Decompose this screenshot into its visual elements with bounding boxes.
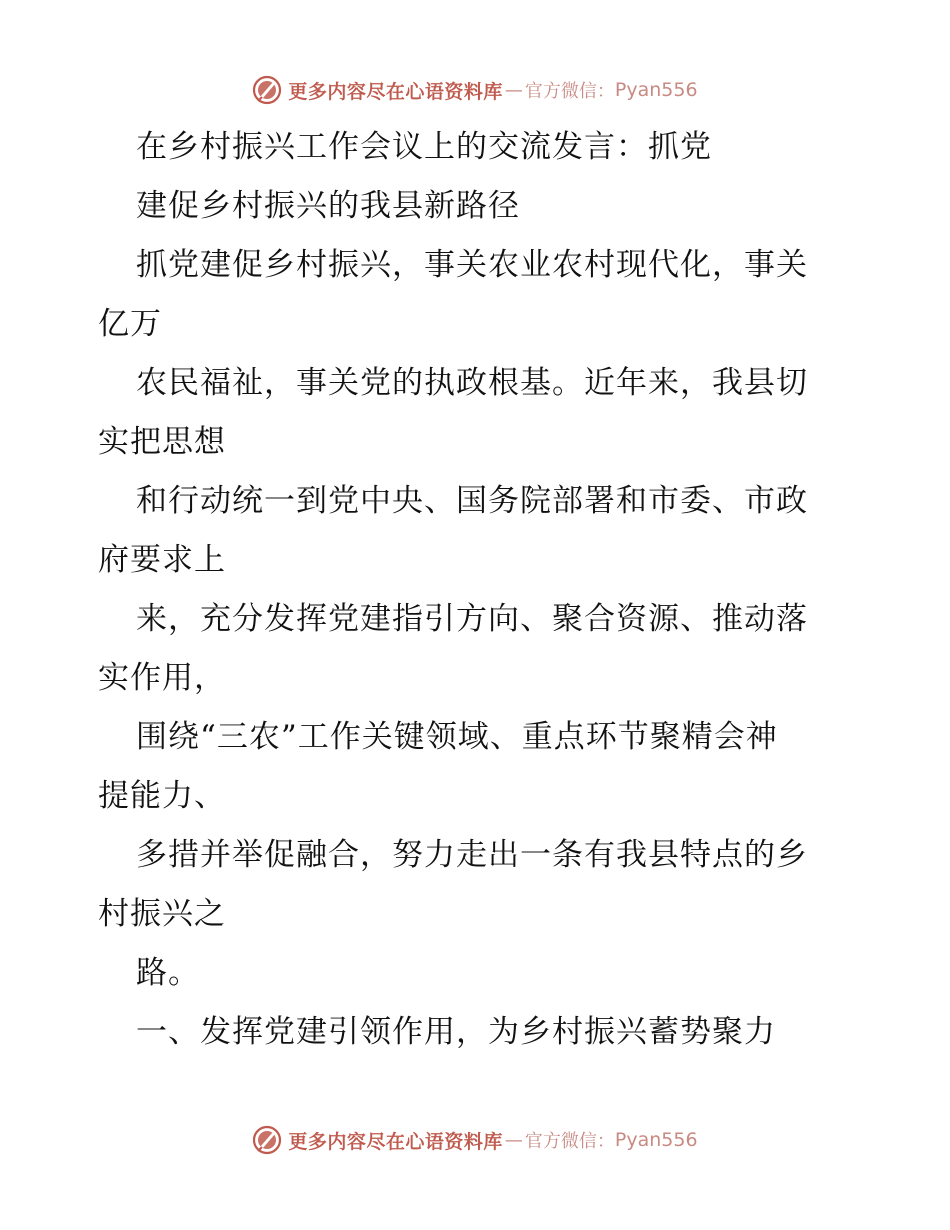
section-heading: 一、发挥党建引领作用，为乡村振兴蓄势聚力	[136, 1014, 776, 1050]
banner-wechat-id: Pyan556	[614, 1129, 698, 1151]
banner-wechat-label: 官方微信：	[524, 81, 615, 102]
paragraph-line: 围绕“三农”工作关键领域、重点环节聚精会神	[136, 719, 778, 755]
quill-logo-icon	[252, 75, 282, 105]
paragraph-line: 实作用，	[98, 660, 226, 696]
paragraph-line: 来，充分发挥党建指引方向、聚合资源、推动落	[136, 601, 808, 637]
banner-wechat-id: Pyan556	[614, 79, 698, 101]
footer-banner	[0, 1120, 950, 1160]
quill-logo-icon	[252, 1125, 282, 1155]
banner-wechat-label: 官方微信：	[524, 1131, 615, 1152]
paragraph-line: 路。	[136, 955, 200, 991]
document-title-line-1: 在乡村振兴工作会议上的交流发言：抓党	[136, 129, 712, 165]
banner-brand-text: 更多内容尽在心语资料库	[288, 1130, 503, 1153]
paragraph-line: 村振兴之	[98, 896, 226, 932]
paragraph-line: 和行动统一到党中央、国务院部署和市委、市政	[136, 483, 808, 519]
banner-dash: —	[504, 79, 523, 101]
paragraph-line: 实把思想	[98, 424, 226, 460]
document-body	[98, 118, 858, 1062]
paragraph-line: 农民福祉，事关党的执政根基。近年来，我县切	[136, 365, 808, 401]
paragraph-line: 提能力、	[98, 778, 226, 814]
paragraph-line: 亿万	[98, 306, 162, 342]
document-title-line-2: 建促乡村振兴的我县新路径	[136, 188, 520, 224]
banner-dash: —	[504, 1129, 523, 1151]
paragraph-line: 府要求上	[98, 542, 226, 578]
banner-brand-text: 更多内容尽在心语资料库	[288, 80, 503, 103]
paragraph-line: 多措并举促融合，努力走出一条有我县特点的乡	[136, 837, 808, 873]
header-banner	[0, 70, 950, 110]
paragraph-line: 抓党建促乡村振兴，事关农业农村现代化，事关	[136, 247, 808, 283]
